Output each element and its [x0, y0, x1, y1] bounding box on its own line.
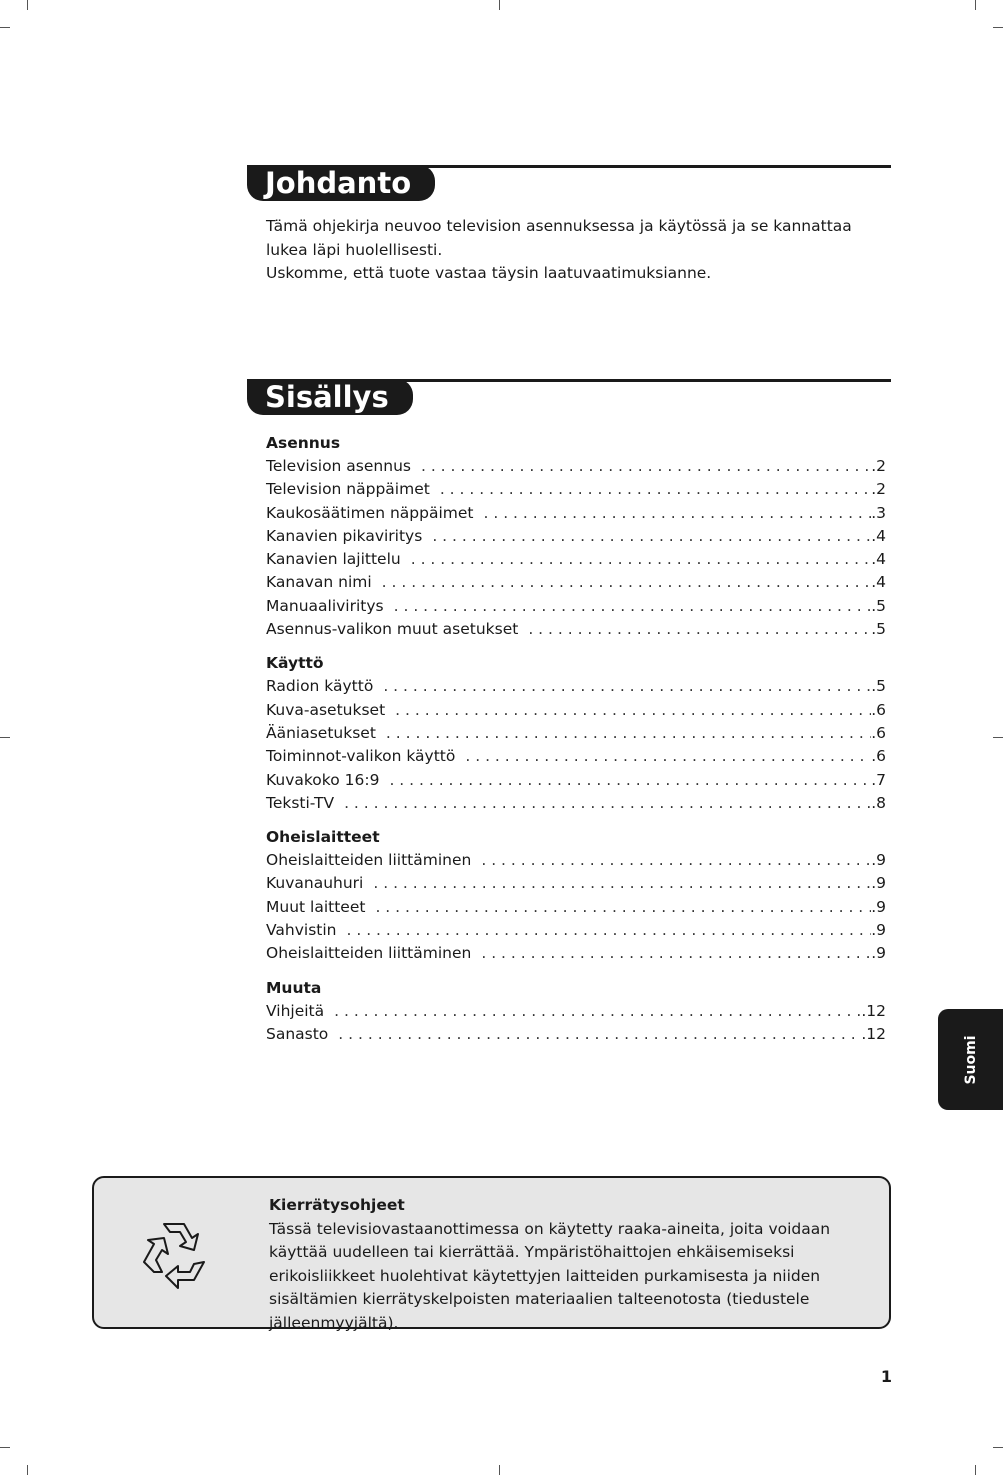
toc-entry-label: Muut laitteet [266, 897, 366, 916]
toc-entry [266, 792, 886, 815]
toc-entry [266, 571, 886, 594]
toc-entry-page: .8 [871, 793, 886, 812]
toc-entry-page: .6 [871, 723, 886, 742]
toc-entry-page: .4 [871, 573, 886, 592]
intro-section-header [247, 165, 891, 205]
toc-entry [266, 942, 886, 965]
toc-entry-label: Kanavien lajittelu [266, 550, 401, 569]
toc-entry-page: .5 [871, 677, 886, 696]
crop-mark [0, 1447, 10, 1448]
toc-entry-page: .5 [871, 620, 886, 639]
toc-group [266, 977, 886, 1047]
crop-mark [499, 1465, 500, 1475]
toc-entry [266, 1023, 886, 1046]
toc-dot-leader [394, 595, 872, 618]
toc-group [266, 826, 886, 965]
toc-entry-label: Vihjeitä [266, 1001, 325, 1020]
toc-group-title: Käyttö [266, 654, 324, 673]
toc-dot-leader [389, 769, 871, 792]
recycling-body: Tässä televisiovastaanottimessa on käytetty raaka-aineita, joita voidaan käyttää uudelleen tai kierrättää. Ympäristöhaittojen ehkäisemiseksi erikoisliikkeet huolehtivat käytettyjen laitteiden purkamisesta ja niiden sisältämien kierrätyskelpoisten materiaalien talteenotosta (tiedustele jälleenmyyjältä). [269, 1219, 831, 1332]
toc-entry-page: .4 [871, 550, 886, 569]
toc-dot-leader [440, 478, 871, 501]
toc-entry [266, 478, 886, 501]
crop-mark [0, 27, 10, 28]
toc-entry-label: Oheislaitteiden liittäminen [266, 851, 472, 870]
toc-entry-label: Ääniasetukset [266, 723, 376, 742]
toc-entry [266, 699, 886, 722]
toc-group-title: Asennus [266, 434, 341, 452]
toc-entry-page: .2 [871, 457, 886, 475]
toc-entry-label: Kuvakoko 16:9 [266, 770, 380, 789]
toc-entry-page: .9 [871, 851, 886, 870]
toc-entry-label: Manuaaliviritys [266, 596, 384, 615]
intro-paragraph: Uskomme, että tuote vastaa täysin laatuvaatimuksianne. [266, 264, 712, 282]
toc-entry-page: .6 [871, 747, 886, 766]
toc-dot-leader [346, 919, 871, 942]
crop-mark [975, 1465, 976, 1475]
toc-entry [266, 548, 886, 571]
recycling-notice [92, 1176, 891, 1332]
crop-mark [27, 1465, 28, 1475]
toc-entry-page: .9 [871, 921, 886, 940]
crop-mark [993, 737, 1003, 738]
crop-mark [975, 0, 976, 10]
toc-entry [266, 919, 886, 942]
recycle-icon [138, 1218, 210, 1290]
toc-entry-page: .5 [871, 596, 886, 615]
toc-title: Sisällys [247, 379, 413, 415]
toc-entry-label: Vahvistin [266, 921, 337, 940]
toc-entry [266, 872, 886, 895]
toc-dot-leader [411, 548, 871, 571]
toc-entry-page: .12 [861, 1024, 886, 1043]
toc-entry-page: .9 [871, 874, 886, 893]
toc-dot-leader [432, 525, 871, 548]
toc-entry [266, 618, 886, 641]
language-tab [938, 1009, 1003, 1110]
toc-group [266, 432, 886, 641]
toc-dot-leader [338, 1023, 861, 1046]
toc-dot-leader [334, 1000, 861, 1023]
toc-entry-label: Kaukosäätimen näppäimet [266, 503, 474, 522]
recycling-text [269, 1194, 869, 1335]
toc-entry-label: Toiminnot-valikon käyttö [266, 747, 456, 766]
toc-entry-page: .7 [871, 770, 886, 789]
toc-group [266, 652, 886, 815]
toc-entry-page: .9 [871, 897, 886, 916]
toc-dot-leader [465, 745, 871, 768]
toc-entry [266, 722, 886, 745]
toc-dot-leader [375, 896, 871, 919]
crop-mark [499, 0, 500, 10]
toc-dot-leader [421, 455, 871, 478]
toc-entry [266, 769, 886, 792]
toc-dot-leader [483, 502, 871, 525]
toc-entry [266, 1000, 886, 1023]
toc-group-title: Muuta [266, 978, 322, 997]
toc-section-header [247, 379, 891, 419]
toc-dot-leader [382, 571, 872, 594]
toc-entry-page: .3 [871, 503, 886, 522]
toc-dot-leader [481, 942, 871, 965]
intro-text [266, 215, 886, 286]
toc-group-title: Oheislaitteet [266, 828, 380, 847]
recycling-title: Kierrätysohjeet [269, 1196, 405, 1214]
crop-mark [993, 1447, 1003, 1448]
toc-entry [266, 896, 886, 919]
toc-entry-label: Kanavien pikaviritys [266, 526, 423, 545]
toc-dot-leader [373, 872, 871, 895]
toc-entry-label: Sanasto [266, 1024, 329, 1043]
toc-entry-label: Television asennus [266, 457, 411, 475]
toc-entry-label: Teksti-TV [266, 793, 335, 812]
toc-dot-leader [395, 699, 871, 722]
toc-entry-label: Kuva-asetukset [266, 700, 386, 719]
toc-entry-page: .12 [861, 1001, 886, 1020]
toc-dot-leader [344, 792, 871, 815]
toc-entry-label: Radion käyttö [266, 677, 374, 696]
toc-entry-label: Oheislaitteiden liittäminen [266, 944, 472, 963]
toc-entry-page: .9 [871, 944, 886, 963]
toc-dot-leader [481, 849, 871, 872]
table-of-contents [266, 432, 886, 1057]
page-number: 1 [880, 1367, 892, 1386]
toc-entry [266, 502, 886, 525]
intro-title: Johdanto [247, 165, 435, 201]
language-tab-label: Suomi [962, 1034, 979, 1085]
toc-entry [266, 525, 886, 548]
toc-entry-label: Asennus-valikon muut asetukset [266, 620, 519, 639]
toc-entry-page: .2 [871, 480, 886, 499]
toc-entry [266, 595, 886, 618]
toc-entry-label: Kuvanauhuri [266, 874, 364, 893]
toc-entry-label: Kanavan nimi [266, 573, 372, 592]
toc-dot-leader [528, 618, 871, 641]
toc-dot-leader [383, 675, 871, 698]
toc-entry [266, 455, 886, 478]
toc-entry [266, 849, 886, 872]
crop-mark [993, 27, 1003, 28]
toc-dot-leader [386, 722, 871, 745]
crop-mark [27, 0, 28, 10]
intro-paragraph: Tämä ohjekirja neuvoo television asennuksessa ja käytössä ja se kannattaa lukea läpi huolellisesti. [266, 217, 852, 259]
toc-entry-page: .6 [871, 700, 886, 719]
crop-mark [0, 737, 10, 738]
toc-entry [266, 675, 886, 698]
toc-entry-label: Television näppäimet [266, 480, 430, 499]
toc-entry-page: .4 [871, 526, 886, 545]
toc-entry [266, 745, 886, 768]
